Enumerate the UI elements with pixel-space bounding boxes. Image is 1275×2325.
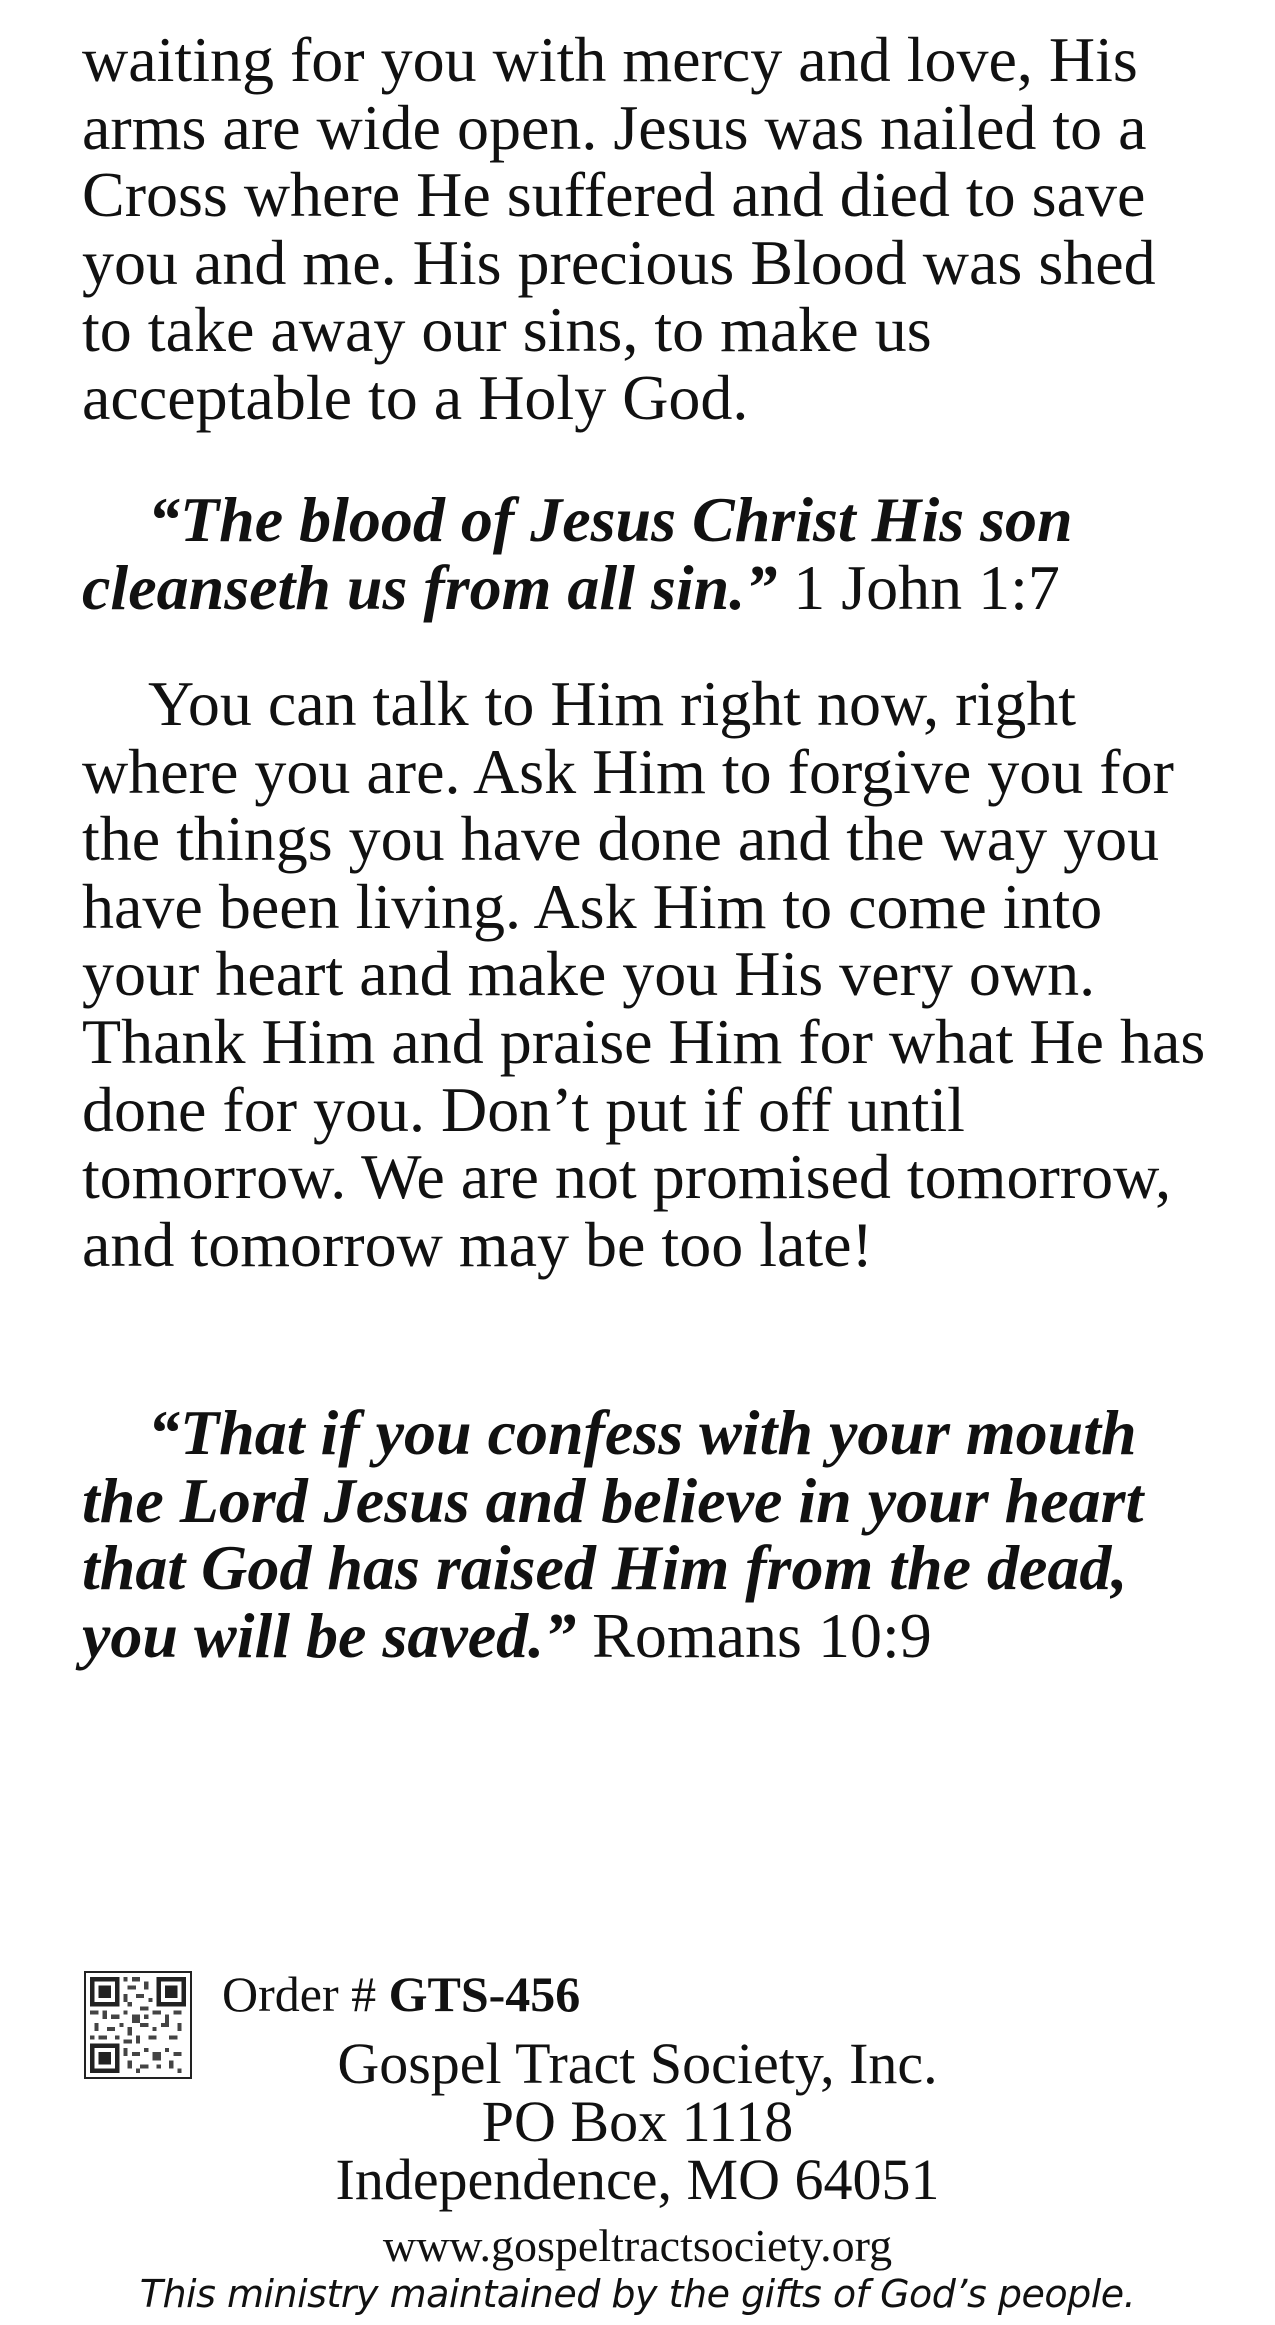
website-link[interactable]: www.gospeltractsociety.org: [382, 2220, 893, 2271]
order-label: Order #: [222, 1966, 389, 2022]
order-number: [222, 1966, 580, 2022]
verse-reference: 1 John 1:7: [777, 551, 1060, 623]
body-paragraph-1: waiting for you with mercy and love, His arms are wide open. Jesus was nailed to a Cross where He suffered and died to save you and me. His precious Blood was shed to take away our sins, to make us acceptable to a Holy God.: [82, 24, 1156, 433]
po-box: PO Box 1118: [481, 2089, 794, 2154]
ministry-tagline: This ministry maintained by the gifts of God’s people.: [139, 2272, 1136, 2316]
body-paragraph-2-text: You can talk to Him right now, right where you are. Ask Him to forgive you for the things you have done and the way you have been living. Ask Him to come into your heart and make you His very own. Thank Him and praise Him for what He has done for you. Don’t put if off until tomorrow. We are not promised tomorrow, and tomorrow may be too late!: [82, 668, 1206, 1280]
city-state-zip: Independence, MO 64051: [335, 2147, 940, 2212]
verse-reference: Romans 10:9: [576, 1599, 932, 1671]
verse-quote: “That if you confess with your mouth the Lord Jesus and believe in your heart that God has raised Him from the dead, you will be saved.”: [82, 1397, 1144, 1671]
organization-name: Gospel Tract Society, Inc.: [337, 2031, 938, 2096]
verse-1-john: [82, 486, 1212, 621]
verse-romans: [82, 1399, 1212, 1669]
order-code: GTS-456: [388, 1966, 581, 2022]
body-paragraph-2: [82, 670, 1212, 1278]
verse-quote: “The blood of Jesus Christ His son cleanseth us from all sin.”: [82, 484, 1073, 623]
